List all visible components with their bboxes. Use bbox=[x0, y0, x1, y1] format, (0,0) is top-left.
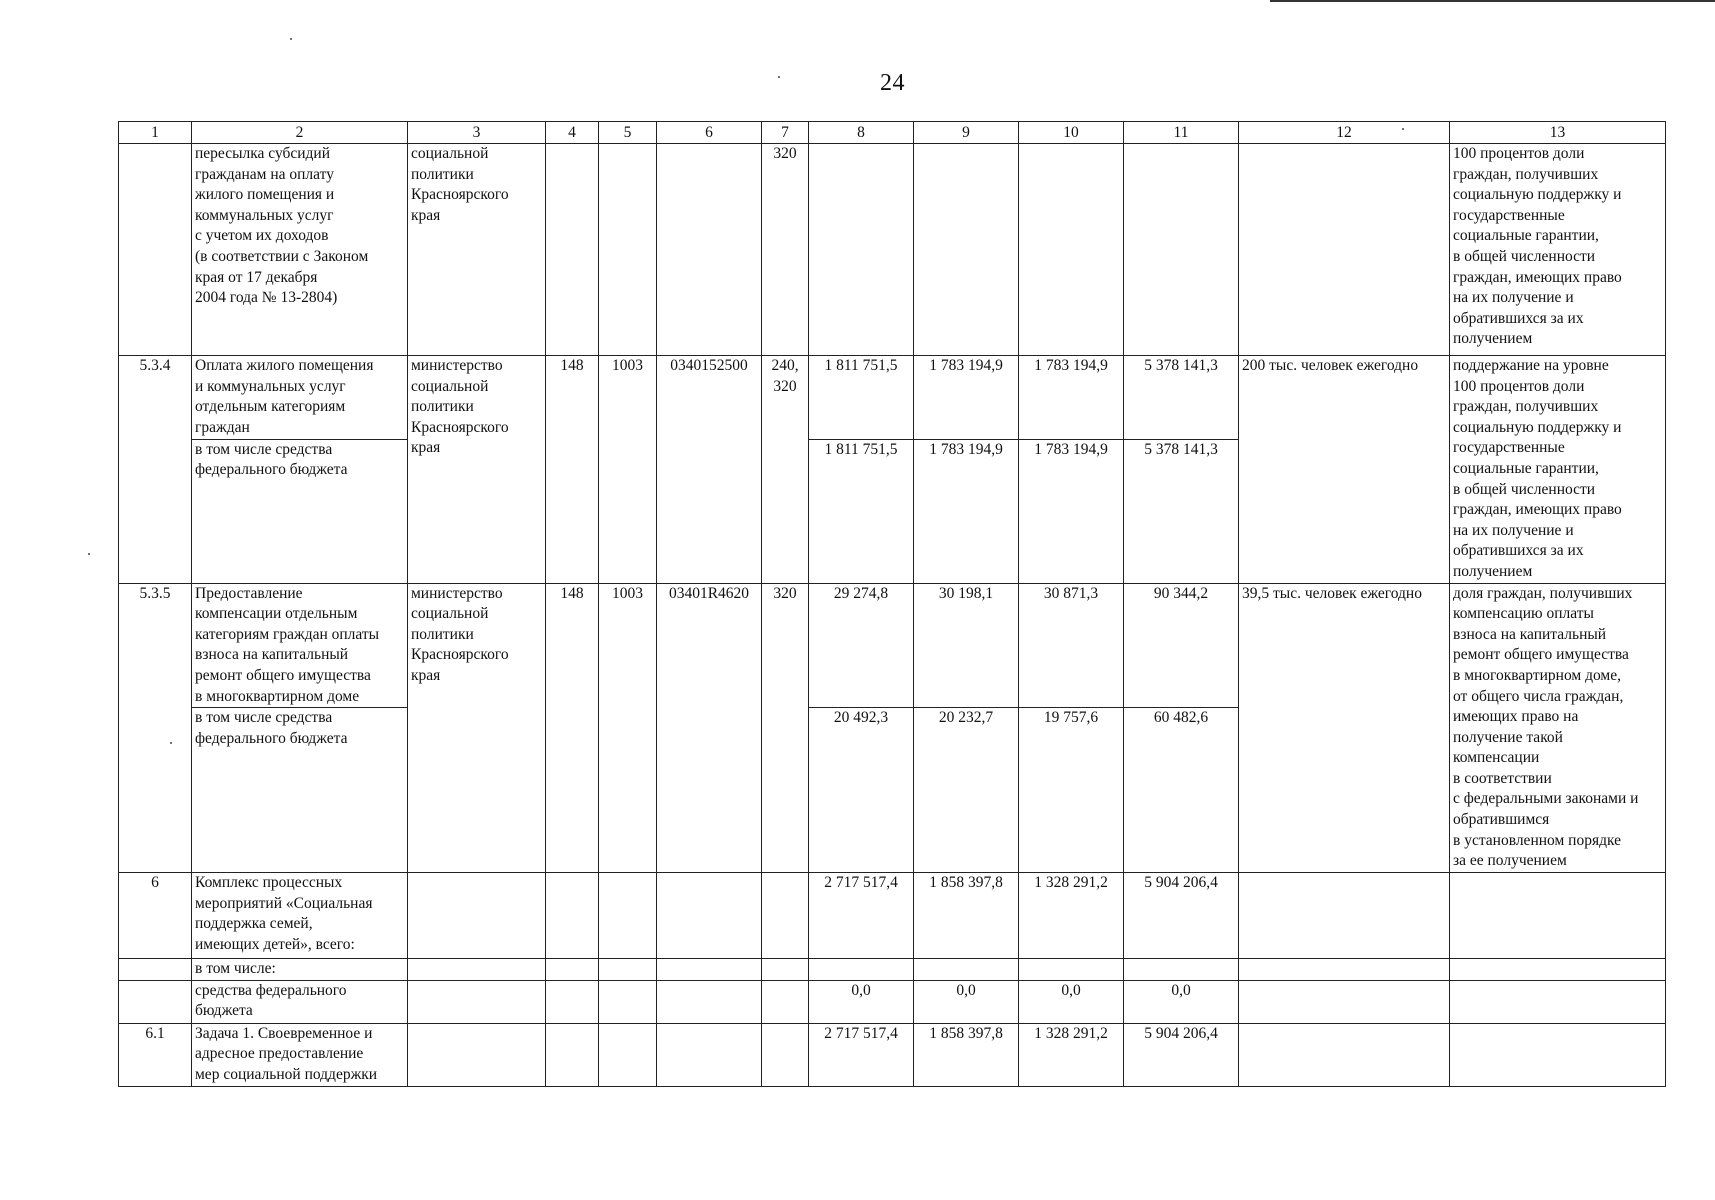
amount-year3: 1 328 291,2 bbox=[1019, 1023, 1124, 1086]
measure-name: пересылка субсидий гражданам на оплату жилого помещения и коммунальных услуг с учетом их доходов (в соответствии с Законом края от 17 декабря 2004 года № 13-2804) bbox=[192, 144, 408, 356]
empty-cell bbox=[1239, 980, 1450, 1023]
amount-year2: 1 783 194,9 bbox=[914, 356, 1019, 440]
measure-name: Оплата жилого помещения и коммунальных услуг отдельным категориям граждан bbox=[192, 356, 408, 440]
empty-cell bbox=[1019, 959, 1124, 981]
empty-cell bbox=[408, 1023, 546, 1086]
col-header: 8 bbox=[809, 122, 914, 144]
grbs-code: 148 bbox=[546, 583, 599, 873]
empty-cell bbox=[1239, 144, 1450, 356]
empty-cell bbox=[599, 873, 657, 959]
amount-year3: 0,0 bbox=[1019, 980, 1124, 1023]
empty-cell bbox=[657, 873, 762, 959]
amount-total: 60 482,6 bbox=[1124, 708, 1239, 873]
table-row-6 bbox=[119, 873, 1666, 959]
grbs-code: 148 bbox=[546, 356, 599, 584]
amount-year3: 1 328 291,2 bbox=[1019, 873, 1124, 959]
section-code: 1003 bbox=[599, 356, 657, 584]
empty-cell bbox=[1124, 144, 1239, 356]
col-header: 3 bbox=[408, 122, 546, 144]
scan-speck bbox=[88, 553, 90, 555]
amount-year1: 2 717 517,4 bbox=[809, 873, 914, 959]
col-header: 4 bbox=[546, 122, 599, 144]
expense-type: 240, 320 bbox=[762, 356, 809, 584]
top-rule bbox=[1270, 0, 1715, 2]
header-row bbox=[119, 122, 1666, 144]
table-row-continuation bbox=[119, 144, 1666, 356]
empty-cell bbox=[1239, 873, 1450, 959]
empty-cell bbox=[809, 959, 914, 981]
empty-cell bbox=[762, 980, 809, 1023]
empty-cell bbox=[408, 873, 546, 959]
expected-result: 100 процентов доли граждан, получивших социальную поддержку и государственные социальные гарантии, в общей численности граждан, имеющих право на их получение и обратившихся за их получением bbox=[1450, 144, 1666, 356]
amount-year1: 1 811 751,5 bbox=[809, 439, 914, 583]
col-header: 9 bbox=[914, 122, 1019, 144]
amount-year2: 20 232,7 bbox=[914, 708, 1019, 873]
measure-name: в том числе: bbox=[192, 959, 408, 981]
empty-cell bbox=[809, 144, 914, 356]
empty-cell bbox=[599, 1023, 657, 1086]
amount-year1: 2 717 517,4 bbox=[809, 1023, 914, 1086]
row-number: 6.1 bbox=[119, 1023, 192, 1086]
empty-cell bbox=[408, 959, 546, 981]
amount-year2: 1 858 397,8 bbox=[914, 873, 1019, 959]
amount-total: 90 344,2 bbox=[1124, 583, 1239, 708]
table-row-5-3-4 bbox=[119, 356, 1666, 440]
target-article: 03401R4620 bbox=[657, 583, 762, 873]
amount-year3: 1 783 194,9 bbox=[1019, 439, 1124, 583]
empty-cell bbox=[599, 959, 657, 981]
empty-cell bbox=[119, 959, 192, 981]
measure-name: Предоставление компенсации отдельным категориям граждан оплаты взноса на капитальный ремонт общего имущества в многоквартирном доме bbox=[192, 583, 408, 708]
empty-cell bbox=[599, 980, 657, 1023]
amount-year3: 30 871,3 bbox=[1019, 583, 1124, 708]
measure-subname: в том числе средства федерального бюджета bbox=[192, 439, 408, 583]
expense-type: 320 bbox=[762, 144, 809, 356]
target-count: 39,5 тыс. человек ежегодно bbox=[1239, 583, 1450, 873]
amount-total: 5 904 206,4 bbox=[1124, 873, 1239, 959]
empty-cell bbox=[599, 144, 657, 356]
empty-cell bbox=[546, 959, 599, 981]
empty-cell bbox=[1239, 959, 1450, 981]
responsible-org: министерство социальной политики Красноярского края bbox=[408, 356, 546, 584]
amount-total: 5 378 141,3 bbox=[1124, 356, 1239, 440]
empty-cell bbox=[408, 980, 546, 1023]
responsible-org: социальной политики Красноярского края bbox=[408, 144, 546, 356]
empty-cell bbox=[1124, 959, 1239, 981]
empty-cell bbox=[914, 144, 1019, 356]
amount-total: 5 904 206,4 bbox=[1124, 1023, 1239, 1086]
amount-year3: 19 757,6 bbox=[1019, 708, 1124, 873]
empty-cell bbox=[546, 1023, 599, 1086]
amount-year2: 30 198,1 bbox=[914, 583, 1019, 708]
row-number: 6 bbox=[119, 873, 192, 959]
row-number: 5.3.5 bbox=[119, 583, 192, 873]
empty-cell bbox=[1450, 959, 1666, 981]
measure-name: средства федерального бюджета bbox=[192, 980, 408, 1023]
row-number: 5.3.4 bbox=[119, 356, 192, 584]
section-code: 1003 bbox=[599, 583, 657, 873]
empty-cell bbox=[657, 959, 762, 981]
target-count: 200 тыс. человек ежегодно bbox=[1239, 356, 1450, 584]
col-header: 10 bbox=[1019, 122, 1124, 144]
empty-cell bbox=[914, 959, 1019, 981]
table-row-6-federal bbox=[119, 980, 1666, 1023]
responsible-org: министерство социальной политики Красноярского края bbox=[408, 583, 546, 873]
empty-cell bbox=[1450, 1023, 1666, 1086]
empty-cell bbox=[762, 1023, 809, 1086]
empty-cell bbox=[119, 980, 192, 1023]
amount-year1: 0,0 bbox=[809, 980, 914, 1023]
empty-cell bbox=[546, 873, 599, 959]
amount-year1: 20 492,3 bbox=[809, 708, 914, 873]
expected-result: доля граждан, получивших компенсацию оплаты взноса на капитальный ремонт общего имущества в многоквартирном доме, от общего числа граждан, имеющих право на получение такой компенсации в соответствии с федеральными законами и обратившимся в установленном порядке за ее получением bbox=[1450, 583, 1666, 873]
empty-cell bbox=[1019, 144, 1124, 356]
empty-cell bbox=[657, 1023, 762, 1086]
col-header: 11 bbox=[1124, 122, 1239, 144]
empty-cell bbox=[546, 980, 599, 1023]
empty-cell bbox=[762, 959, 809, 981]
empty-cell bbox=[546, 144, 599, 356]
empty-cell bbox=[1450, 873, 1666, 959]
empty-cell bbox=[762, 873, 809, 959]
col-header: 5 bbox=[599, 122, 657, 144]
amount-year3: 1 783 194,9 bbox=[1019, 356, 1124, 440]
measure-name: Комплекс процессных мероприятий «Социальная поддержка семей, имеющих детей», всего: bbox=[192, 873, 408, 959]
amount-total: 5 378 141,3 bbox=[1124, 439, 1239, 583]
empty-cell bbox=[657, 144, 762, 356]
table-row-5-3-5 bbox=[119, 583, 1666, 708]
col-header: 12 bbox=[1239, 122, 1450, 144]
table-row-6-incl bbox=[119, 959, 1666, 981]
budget-table bbox=[118, 121, 1666, 1087]
amount-year2: 1 858 397,8 bbox=[914, 1023, 1019, 1086]
expense-type: 320 bbox=[762, 583, 809, 873]
amount-year2: 1 783 194,9 bbox=[914, 439, 1019, 583]
col-header: 1 bbox=[119, 122, 192, 144]
page-number: 24 bbox=[880, 70, 905, 96]
table-row-6-1 bbox=[119, 1023, 1666, 1086]
col-header: 13 bbox=[1450, 122, 1666, 144]
col-header: 6 bbox=[657, 122, 762, 144]
amount-total: 0,0 bbox=[1124, 980, 1239, 1023]
amount-year1: 1 811 751,5 bbox=[809, 356, 914, 440]
empty-cell bbox=[1450, 980, 1666, 1023]
measure-name: Задача 1. Своевременное и адресное предоставление мер социальной поддержки bbox=[192, 1023, 408, 1086]
row-number bbox=[119, 144, 192, 356]
empty-cell bbox=[657, 980, 762, 1023]
amount-year2: 0,0 bbox=[914, 980, 1019, 1023]
empty-cell bbox=[1239, 1023, 1450, 1086]
measure-subname: в том числе средства федерального бюджета bbox=[192, 708, 408, 873]
expected-result: поддержание на уровне 100 процентов доли граждан, получивших социальную поддержку и государственные социальные гарантии, в общей численности граждан, имеющих право на их получение и обратившихся за их получением bbox=[1450, 356, 1666, 584]
col-header: 2 bbox=[192, 122, 408, 144]
scan-speck bbox=[290, 38, 292, 40]
amount-year1: 29 274,8 bbox=[809, 583, 914, 708]
target-article: 0340152500 bbox=[657, 356, 762, 584]
col-header: 7 bbox=[762, 122, 809, 144]
scan-speck bbox=[778, 76, 780, 78]
